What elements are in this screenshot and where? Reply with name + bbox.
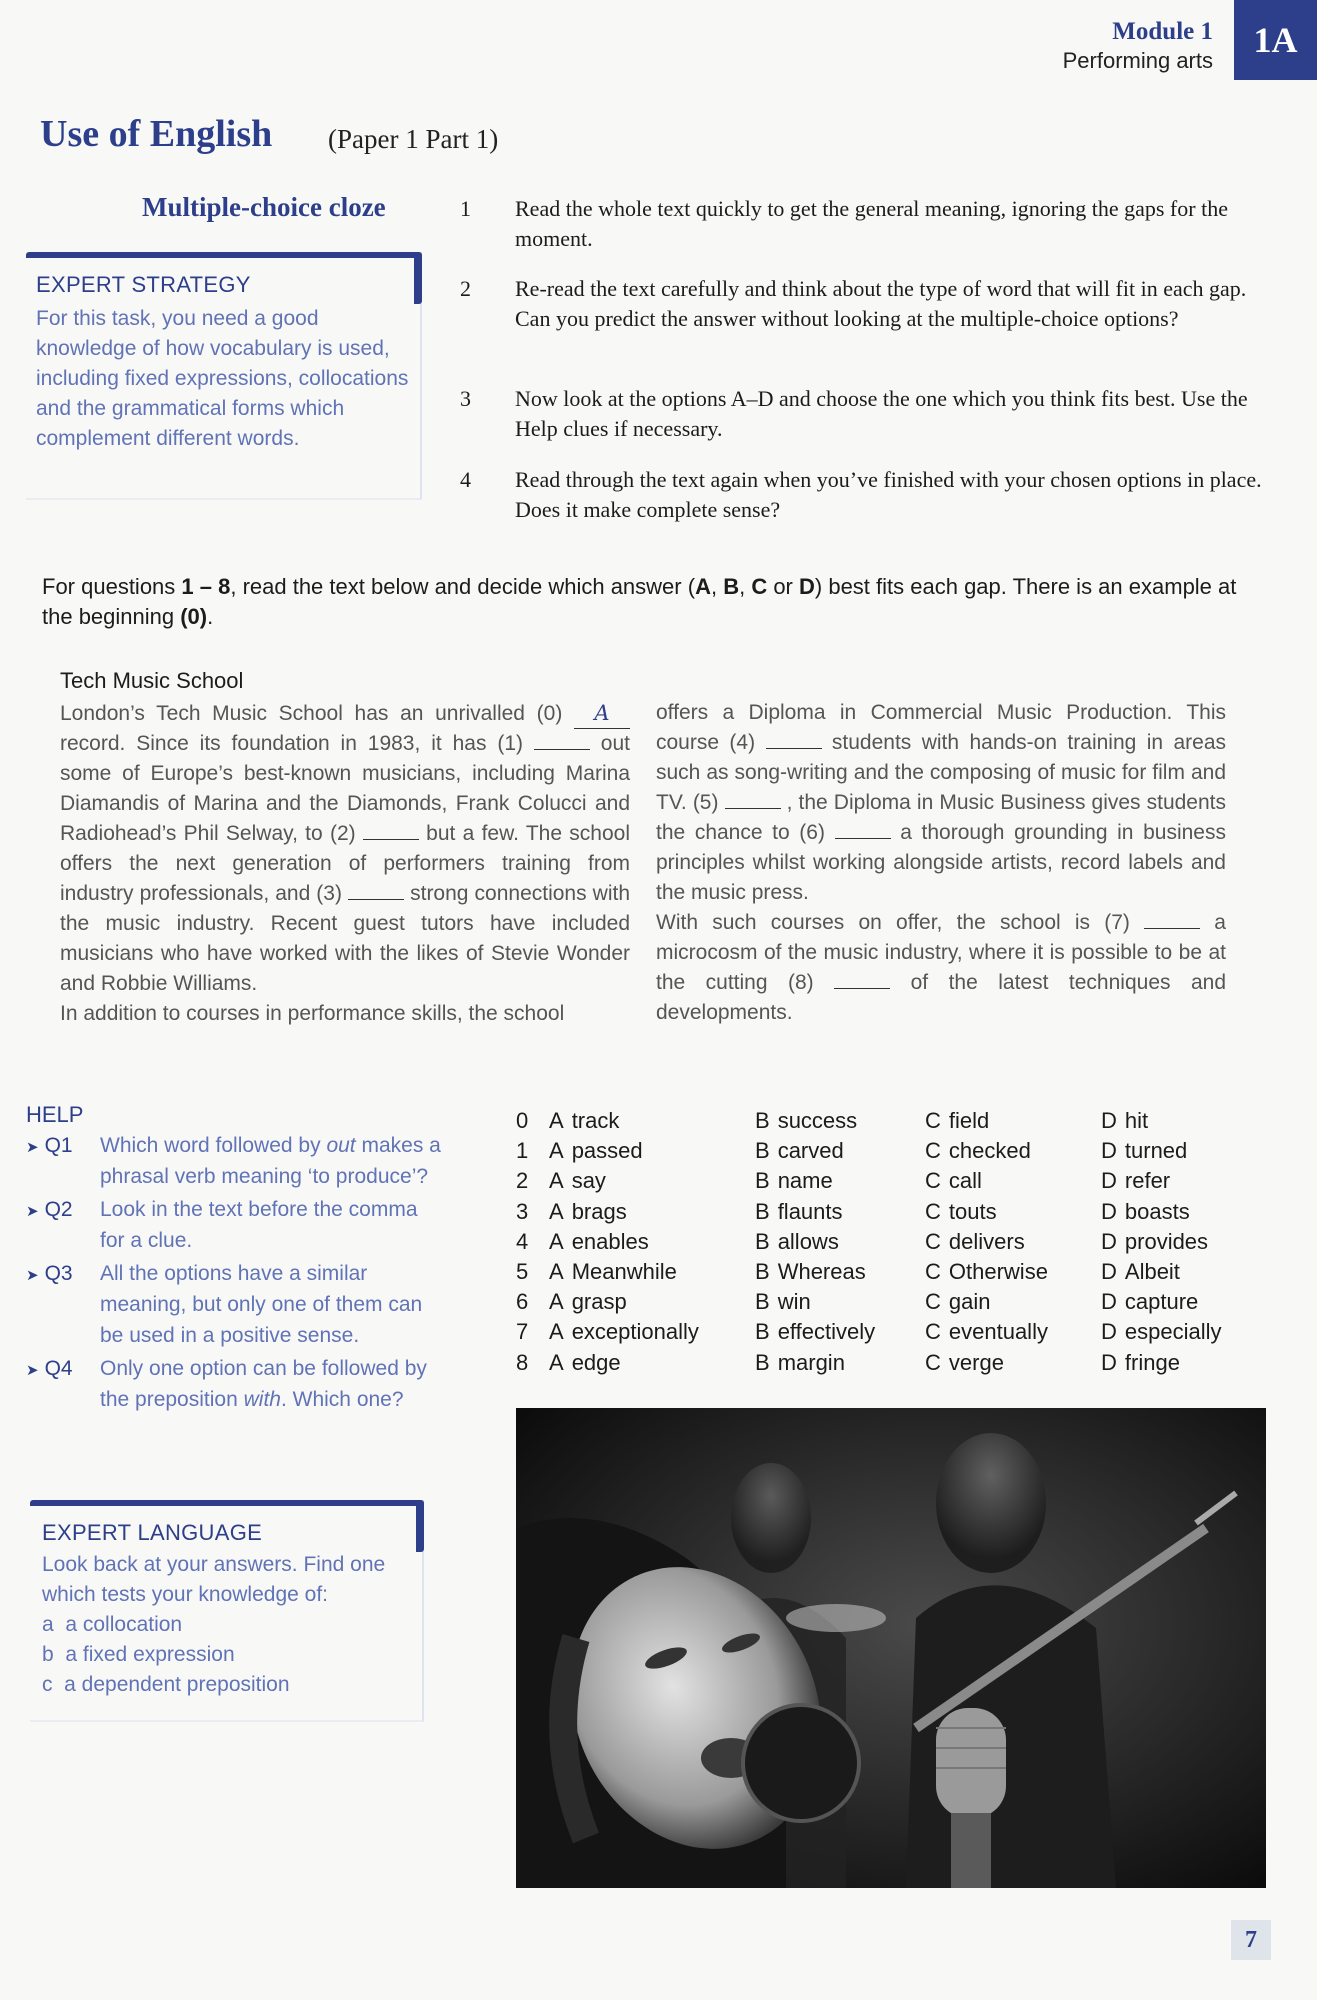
instr-example: (0) [180, 604, 208, 629]
gap-0: A [574, 698, 630, 729]
photo-illustration [516, 1408, 1266, 1888]
option-letter: C [925, 1198, 941, 1224]
option-d[interactable] [1101, 1227, 1261, 1257]
option-word: edge [571, 1349, 621, 1375]
option-letter: C [925, 1228, 941, 1254]
option-letter: D [1101, 1168, 1117, 1194]
option-row [516, 1257, 1276, 1287]
option-row [516, 1197, 1276, 1227]
instr-text: , [710, 574, 724, 599]
option-word: boasts [1124, 1198, 1190, 1224]
option-b[interactable] [755, 1287, 925, 1317]
item-letter: b [42, 1643, 54, 1666]
option-word: eventually [948, 1319, 1048, 1345]
option-letter: B [755, 1168, 770, 1194]
hint-text: All the options have a similar meaning, but only one of them can be used in a positive sense. [100, 1262, 423, 1347]
module-topic: Performing arts [1062, 48, 1213, 73]
panel-bar-end [414, 252, 422, 304]
option-letter: B [755, 1349, 770, 1375]
option-word: fringe [1124, 1349, 1180, 1375]
text-span: London’s Tech Music School has an unrivalled (0) [60, 702, 574, 725]
option-d[interactable] [1101, 1348, 1261, 1378]
gap-4[interactable] [766, 748, 822, 749]
instr-letter: D [799, 574, 815, 599]
option-c[interactable] [925, 1287, 1101, 1317]
page-number: 7 [1231, 1920, 1271, 1960]
text-column-right [656, 698, 1226, 1028]
option-row [516, 1348, 1276, 1378]
option-word: allows [777, 1228, 839, 1254]
option-a[interactable] [549, 1106, 755, 1136]
option-c[interactable] [925, 1317, 1101, 1347]
option-letter: D [1101, 1319, 1117, 1345]
help-hint [26, 1258, 446, 1351]
instr-text: , [739, 574, 752, 599]
expert-language-item [42, 1640, 412, 1670]
text-span: a thorough grounding in business principles whilst working alongside artists, record labels and the music press. [656, 821, 1226, 904]
option-row [516, 1106, 1276, 1136]
help-title: HELP [26, 1102, 84, 1127]
option-letter: A [549, 1108, 564, 1133]
module-number: Module 1 [1112, 18, 1213, 45]
instr-text: . [207, 604, 214, 629]
text-span: of the latest techniques and developments. [656, 971, 1226, 1024]
instr-range: 1 – 8 [181, 574, 231, 599]
option-word: checked [948, 1138, 1031, 1164]
hint-text: . Which one? [280, 1388, 404, 1411]
singer-photo [516, 1408, 1266, 1888]
option-c[interactable] [925, 1257, 1101, 1287]
option-word: name [777, 1168, 833, 1194]
option-row [516, 1136, 1276, 1166]
option-word: enables [571, 1228, 649, 1254]
option-b[interactable] [755, 1166, 925, 1196]
expert-language-title: EXPERT LANGUAGE [42, 1520, 263, 1545]
step-number: 3 [460, 386, 471, 411]
hint-emphasis: with [243, 1388, 281, 1411]
option-b[interactable] [755, 1348, 925, 1378]
option-word: Otherwise [948, 1258, 1048, 1284]
option-letter: B [755, 1289, 770, 1315]
item-text: a fixed expression [65, 1643, 235, 1666]
option-letter: B [755, 1198, 770, 1224]
option-number: 7 [516, 1319, 529, 1345]
option-word: Albeit [1124, 1258, 1180, 1284]
option-number: 0 [516, 1108, 529, 1133]
panel-bar [30, 1500, 422, 1506]
text-span: but a few. The school offers the next generation of performers training from industry professionals, and (3) [60, 822, 630, 905]
step-number: 4 [460, 467, 471, 492]
panel-bar-end [416, 1500, 424, 1552]
option-number: 8 [516, 1349, 529, 1375]
hint-question: ➤ Q4 [26, 1353, 73, 1386]
option-d[interactable] [1101, 1106, 1261, 1136]
step-item [460, 194, 1270, 254]
option-a[interactable] [549, 1166, 755, 1196]
gap-2[interactable] [363, 839, 419, 840]
option-letter: C [925, 1258, 941, 1284]
option-number: 2 [516, 1168, 529, 1194]
option-c[interactable] [925, 1106, 1101, 1136]
task-instructions [42, 572, 1272, 632]
option-letter: A [549, 1168, 564, 1194]
hint-question: ➤ Q1 [26, 1130, 73, 1163]
help-box [26, 1102, 446, 1415]
option-a[interactable] [549, 1136, 755, 1166]
item-letter: c [42, 1673, 53, 1696]
expert-strategy-box [26, 252, 422, 500]
option-word: verge [948, 1349, 1004, 1375]
item-text: a collocation [65, 1613, 183, 1636]
option-d[interactable] [1101, 1317, 1261, 1347]
item-text: a dependent preposition [64, 1673, 290, 1696]
text-span: In addition to courses in performance skills, the school [60, 1002, 565, 1025]
options-grid [516, 1106, 1276, 1378]
option-letter: A [549, 1319, 564, 1345]
option-word: exceptionally [571, 1319, 699, 1345]
option-letter: B [755, 1138, 770, 1164]
option-letter: C [925, 1319, 941, 1345]
step-item [460, 384, 1270, 444]
page-subtitle: (Paper 1 Part 1) [328, 124, 499, 154]
step-number: 2 [460, 276, 471, 301]
option-word: passed [571, 1138, 643, 1164]
option-word: delivers [948, 1228, 1025, 1254]
option-a[interactable] [549, 1257, 755, 1287]
option-letter: A [549, 1138, 564, 1164]
option-word: especially [1124, 1319, 1222, 1345]
option-b[interactable] [755, 1317, 925, 1347]
option-word: effectively [777, 1319, 876, 1345]
option-b[interactable] [755, 1257, 925, 1287]
text-span: With such courses on offer, the school is (7) [656, 911, 1145, 934]
option-letter: D [1101, 1228, 1117, 1254]
option-letter: A [549, 1228, 564, 1254]
gap-8[interactable] [834, 988, 890, 989]
expert-language-box [30, 1500, 424, 1722]
option-a[interactable] [549, 1287, 755, 1317]
hint-emphasis: out [326, 1134, 356, 1157]
option-c[interactable] [925, 1348, 1101, 1378]
option-number: 1 [516, 1138, 529, 1164]
gap-5[interactable] [725, 808, 781, 809]
option-letter: D [1101, 1258, 1117, 1284]
option-number: 3 [516, 1198, 529, 1224]
option-b[interactable] [755, 1227, 925, 1257]
instr-letter: C [751, 574, 768, 599]
option-letter: C [925, 1168, 941, 1194]
gap-7[interactable] [1144, 928, 1200, 929]
option-letter: B [755, 1228, 770, 1254]
option-word: field [948, 1108, 990, 1133]
option-letter: C [925, 1108, 941, 1133]
text-span: students with hands-on training in areas such as song-writing and the composing of music for film and TV. (5) [656, 731, 1226, 814]
text-span: , the Diploma in Music Business gives students the chance to (6) [656, 791, 1226, 844]
expert-language-item [42, 1610, 412, 1640]
instr-text: or [767, 574, 799, 599]
option-letter: D [1101, 1349, 1117, 1375]
step-item [460, 274, 1270, 334]
option-word: carved [777, 1138, 844, 1164]
option-d[interactable] [1101, 1166, 1261, 1196]
option-a[interactable] [549, 1348, 755, 1378]
text-column-left [60, 698, 630, 1029]
option-word: brags [571, 1198, 627, 1224]
option-c[interactable] [925, 1166, 1101, 1196]
option-word: call [948, 1168, 982, 1194]
step-text: Now look at the options A–D and choose the one which you think fits best. Use the Help clues if necessary. [515, 386, 1248, 441]
help-hint [26, 1194, 446, 1256]
option-word: grasp [571, 1289, 627, 1315]
option-word: flaunts [777, 1198, 843, 1224]
option-row [516, 1317, 1276, 1347]
text-span: offers a Diploma in Commercial Music Production. This course (4) [656, 701, 1226, 754]
option-c[interactable] [925, 1136, 1101, 1166]
option-letter: B [755, 1108, 770, 1133]
option-b[interactable] [755, 1136, 925, 1166]
option-letter: C [925, 1289, 941, 1315]
option-word: win [777, 1289, 811, 1315]
option-b[interactable] [755, 1106, 925, 1136]
option-letter: D [1101, 1138, 1117, 1164]
step-text: Read the whole text quickly to get the general meaning, ignoring the gaps for the moment. [515, 196, 1228, 251]
option-letter: D [1101, 1198, 1117, 1224]
gap-6[interactable] [835, 838, 891, 839]
step-text: Re-read the text carefully and think about the type of word that will fit in each gap. Can you predict the answer without looking at the multiple-choice options? [515, 276, 1247, 331]
option-word: gain [948, 1289, 991, 1315]
option-d[interactable] [1101, 1197, 1261, 1227]
option-letter: D [1101, 1108, 1117, 1133]
option-d[interactable] [1101, 1136, 1261, 1166]
option-word: turned [1124, 1138, 1188, 1164]
option-a[interactable] [549, 1197, 755, 1227]
option-letter: A [549, 1258, 564, 1284]
option-letter: A [549, 1289, 564, 1315]
gap-1[interactable] [534, 749, 590, 750]
option-word: capture [1124, 1289, 1199, 1315]
option-letter: B [755, 1319, 770, 1345]
instr-text: ) best fits each gap. There is an example at the beginning [42, 574, 1237, 629]
option-letter: A [549, 1349, 564, 1375]
text-title: Tech Music School [60, 668, 244, 693]
option-c[interactable] [925, 1227, 1101, 1257]
option-word: say [571, 1168, 606, 1194]
module-label [1063, 18, 1213, 74]
hint-text: Only one option can be followed by the preposition [100, 1357, 427, 1411]
text-span: strong connections with the music industry. Recent guest tutors have included musicians who have worked with the likes of Stevie Wonder and Robbie Williams. [60, 882, 631, 995]
section-heading: Multiple-choice cloze [142, 192, 386, 222]
text-span: record. Since its foundation in 1983, it has (1) [60, 732, 534, 755]
expert-strategy-body: For this task, you need a good knowledge of how vocabulary is used, including fixed expressions, collocations and the grammatical forms which complement different words. [36, 307, 409, 450]
hint-text: Which word followed by [100, 1134, 327, 1157]
option-word: refer [1124, 1168, 1171, 1194]
option-word: provides [1124, 1228, 1209, 1254]
option-word: hit [1124, 1108, 1149, 1133]
option-number: 5 [516, 1258, 529, 1284]
option-row [516, 1287, 1276, 1317]
option-word: track [571, 1108, 620, 1133]
option-d[interactable] [1101, 1287, 1261, 1317]
hint-text: makes a phrasal verb meaning ‘to produce’? [100, 1134, 441, 1188]
step-number: 1 [460, 196, 471, 221]
expert-language-item [42, 1670, 412, 1700]
step-text: Read through the text again when you’ve finished with your chosen options in place. Does it make complete sense? [515, 467, 1262, 522]
option-row [516, 1166, 1276, 1196]
option-row [516, 1227, 1276, 1257]
option-letter: C [925, 1349, 941, 1375]
item-letter: a [42, 1613, 54, 1636]
option-d[interactable] [1101, 1257, 1261, 1287]
option-a[interactable] [549, 1227, 755, 1257]
option-letter: C [925, 1138, 941, 1164]
hint-text: Look in the text before the comma for a clue. [100, 1198, 418, 1252]
help-hint [26, 1353, 446, 1415]
instr-text: For questions [42, 574, 182, 599]
option-number: 6 [516, 1289, 529, 1315]
instr-letter: A [695, 574, 711, 599]
unit-tab: 1A [1234, 0, 1317, 80]
expert-strategy-title: EXPERT STRATEGY [36, 272, 251, 297]
expert-language-body: Look back at your answers. Find one which tests your knowledge of: [42, 1553, 386, 1606]
option-letter: A [549, 1198, 564, 1224]
option-a[interactable] [549, 1317, 755, 1347]
hint-question: ➤ Q3 [26, 1258, 73, 1291]
option-word: Meanwhile [571, 1258, 677, 1284]
option-b[interactable] [755, 1197, 925, 1227]
option-c[interactable] [925, 1197, 1101, 1227]
option-letter: B [755, 1258, 770, 1284]
instr-text: , read the text below and decide which answer ( [230, 574, 696, 599]
hint-question: ➤ Q2 [26, 1194, 73, 1227]
text-span: out some of Europe’s best-known musicians, including Marina Diamandis of Marina and the Diamonds, Frank Colucci and Radiohead’s Phil Selway, to (2) [60, 732, 630, 845]
page-title: Use of English [40, 113, 273, 155]
step-item [460, 465, 1270, 525]
instr-letter: B [723, 574, 740, 599]
option-word: success [777, 1108, 858, 1133]
gap-3[interactable] [348, 899, 404, 900]
help-hint [26, 1130, 446, 1192]
option-word: margin [777, 1349, 845, 1375]
option-word: Whereas [777, 1258, 866, 1284]
option-word: touts [948, 1198, 997, 1224]
option-number: 4 [516, 1228, 529, 1254]
option-letter: D [1101, 1289, 1117, 1315]
text-span: a microcosm of the music industry, where it is possible to be at the cutting (8) [656, 911, 1226, 994]
panel-bar [26, 252, 420, 258]
